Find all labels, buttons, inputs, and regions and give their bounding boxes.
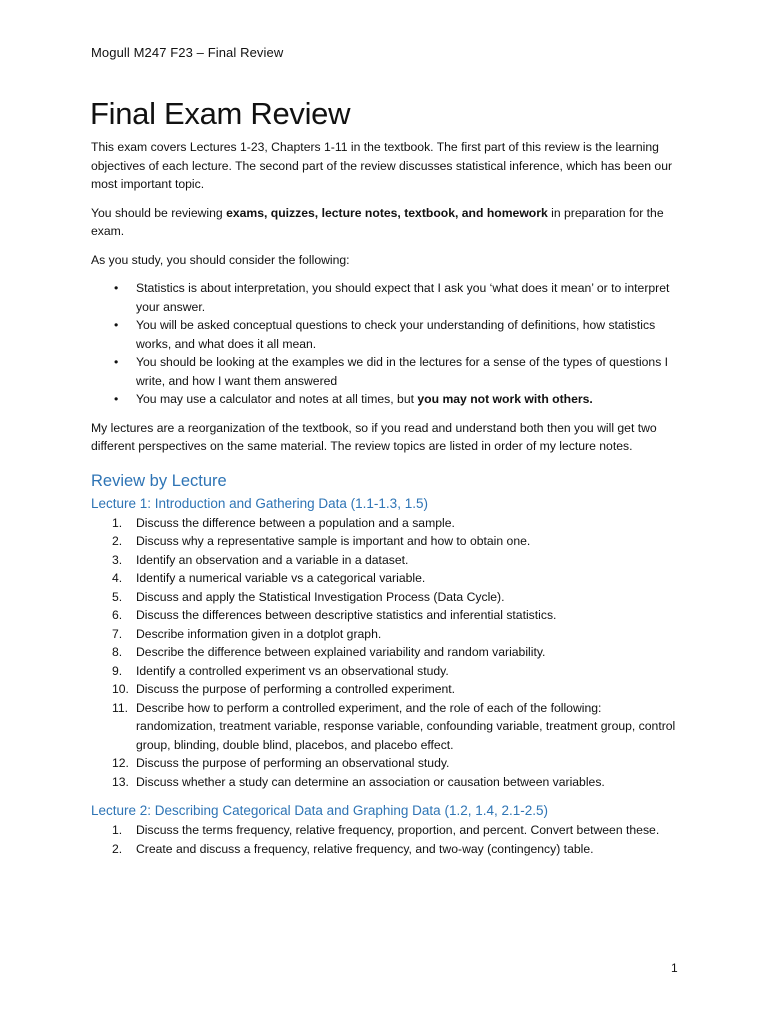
document-body <box>91 138 681 858</box>
list-item-text: Identify a numerical variable vs a categorical variable. <box>136 571 426 585</box>
review-materials-paragraph <box>91 204 681 241</box>
bullet-item: • Statistics is about interpretation, you should expect that I ask you ‘what does it mean’ or to interpret your answer. <box>136 279 681 316</box>
lecture-2-heading: Lecture 2: Describing Categorical Data and Graphing Data (1.2, 1.4, 2.1-2.5) <box>91 803 549 818</box>
list-item-text: Discuss the purpose of performing a controlled experiment. <box>136 682 456 696</box>
list-item <box>91 699 681 755</box>
list-item-text: Discuss the purpose of performing an observational study. <box>136 756 450 770</box>
considerations-list <box>91 279 681 409</box>
list-item-text: Identify a controlled experiment vs an observational study. <box>136 663 449 678</box>
closing-paragraph: My lectures are a reorganization of the textbook, so if you read and understand both then you will get two different perspectives on the same material. The review topics are listed in order of my lecture notes. <box>91 420 657 453</box>
list-item-number: 7. <box>112 626 123 641</box>
bullet-item: • You should be looking at the examples we did in the lectures for a sense of the types of questions I write, and how I want them answered <box>136 353 681 390</box>
list-item <box>91 551 681 570</box>
list-item-text: Discuss the terms frequency, relative frequency, proportion, and percent. Convert between these. <box>136 823 660 837</box>
lecture-2-objectives <box>91 821 681 858</box>
review-materials-text-end: in preparation for the exam. <box>91 205 664 238</box>
list-item-number: 11. <box>112 700 129 715</box>
intro-paragraph: This exam covers Lectures 1-23, Chapters 1-11 in the textbook. The first part of this review is the learning objectives of each lecture. The second part of the review discusses statistical inference, which has been our most important topic. <box>91 140 673 191</box>
list-item-number: 1. <box>112 823 123 837</box>
list-item-text: Identify an observation and a variable in a dataset. <box>136 552 409 567</box>
list-item-number: 5. <box>112 589 123 604</box>
list-item-text: Discuss why a representative sample is important and how to obtain one. <box>136 534 531 548</box>
list-item-text: Discuss the difference between a population and a sample. <box>136 515 455 530</box>
list-item <box>91 588 681 607</box>
list-item <box>91 754 681 773</box>
page-number: 1 <box>671 961 678 975</box>
list-item-text: Discuss and apply the Statistical Investigation Process (Data Cycle). <box>136 589 505 604</box>
list-item <box>91 840 681 859</box>
page-header: Mogull M247 F23 – Final Review <box>91 45 284 60</box>
list-item-text: Describe information given in a dotplot graph. <box>136 626 382 641</box>
list-item <box>91 569 681 588</box>
list-item <box>91 773 681 792</box>
list-item-text: Discuss whether a study can determine an association or causation between variables. <box>136 774 605 789</box>
list-item-number: 10. <box>112 682 129 696</box>
list-item <box>91 625 681 644</box>
section-heading: Review by Lecture <box>91 471 227 490</box>
list-item-number: 3. <box>112 552 123 567</box>
bullet-item-bold: you may not work with others. <box>417 392 593 406</box>
lecture-1-heading: Lecture 1: Introduction and Gathering Data (1.1-1.3, 1.5) <box>91 495 428 511</box>
list-item-number: 12. <box>112 756 129 770</box>
list-item-number: 8. <box>112 645 123 659</box>
document-title: Final Exam Review <box>90 96 351 131</box>
list-item <box>91 680 681 699</box>
list-item <box>91 606 681 625</box>
list-item-number: 2. <box>112 841 123 856</box>
list-item-text: Discuss the differences between descriptive statistics and inferential statistics. <box>136 608 557 622</box>
list-item <box>91 514 681 533</box>
list-item-number: 2. <box>112 534 123 548</box>
list-item-number: 4. <box>112 571 123 585</box>
lecture-1-objectives <box>91 514 681 792</box>
bullet-item: • You will be asked conceptual questions to check your understanding of definitions, how statistics works, and what does it all mean. <box>136 316 681 353</box>
list-item-text: Create and discuss a frequency, relative frequency, and two-way (contingency) table. <box>136 841 594 856</box>
list-item-text: Describe how to perform a controlled experiment, and the role of each of the following: randomization, treatment variable, response variable, confounding variable, treatment group, control group, blinding, double blind, placebos, and placebo effect. <box>136 700 676 752</box>
list-item <box>91 532 681 551</box>
consider-paragraph: As you study, you should consider the following: <box>91 252 350 267</box>
list-item <box>91 643 681 662</box>
list-item-number: 13. <box>112 774 129 789</box>
review-materials-bold: exams, quizzes, lecture notes, textbook, and homework <box>226 205 548 220</box>
list-item-text: Describe the difference between explained variability and random variability. <box>136 645 546 659</box>
list-item-number: 6. <box>112 608 123 622</box>
list-item <box>91 821 681 840</box>
list-item-number: 9. <box>112 663 123 678</box>
list-item-number: 1. <box>112 515 123 530</box>
list-item <box>91 662 681 681</box>
bullet-item-text: You may use a calculator and notes at all times, but <box>136 392 418 406</box>
review-materials-text-start: You should be reviewing <box>91 205 227 220</box>
bullet-item <box>136 390 681 409</box>
